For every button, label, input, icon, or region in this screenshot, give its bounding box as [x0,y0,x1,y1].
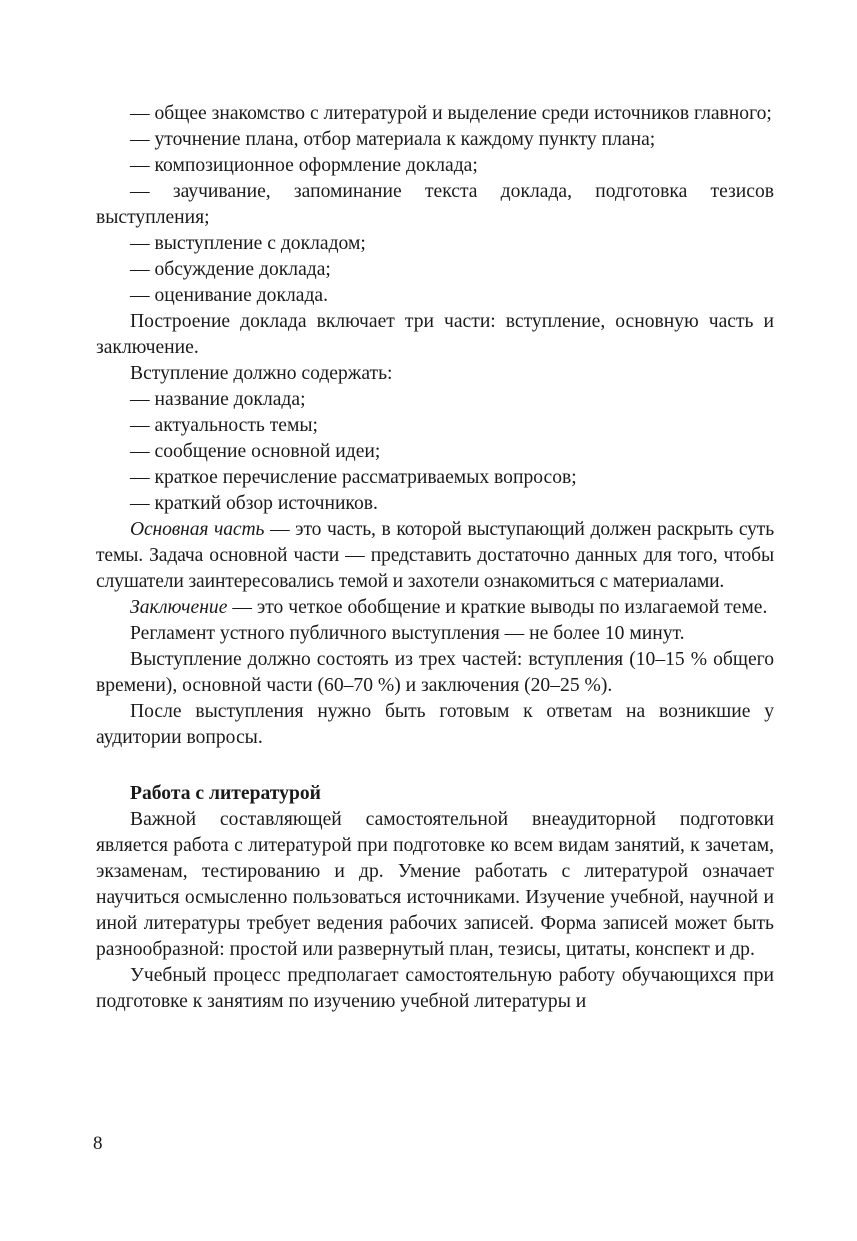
list-item-report-title: — название доклада; [130,389,306,410]
list-item-composition: — композиционное оформление доклада; [130,155,478,176]
list-item-memorization: — заучивание, запоминание текста доклада, подготовка тезисов выступления; [96,181,774,228]
term-conclusion: Заключение [130,597,228,618]
paragraph-introduction-contents: Вступление должно содержать: [130,363,393,384]
page-body [96,101,774,1015]
conclusion-text: — это четкое обобщение и краткие выводы по излагаемой теме. [227,597,768,618]
paragraph-literature-work: Важной составляющей самостоятельной внеаудиторной подготовки является работа с литературой при подготовке ко всем видам занятий, к зачетам, экзаменам, тестированию и др. Умение работать с литературой означает научиться осмысленно пользоваться источниками. Изучение учебной, научной и иной литературы требует ведения рабочих записей. Форма записей может быть разнообразной: простой или развернутый план, тезисы, цитаты, конспект и др. [96,809,774,960]
list-item-topic-relevance: — актуальность темы; [130,415,319,436]
main-part-text: — это часть, в которой выступающий должен раскрыть суть темы. Задача основной части — представить достаточно данных для того, чтобы слушатели заинтересовались темой и захотели ознакомиться с материалами. [96,519,774,592]
paragraph-learning-process: Учебный процесс предполагает самостоятельную работу обучающихся при подготовке к занятиям по изучению учебной литературы и [96,965,774,1012]
list-item-evaluation: — оценивание доклада. [130,285,329,306]
paragraph-conclusion [96,595,774,621]
paragraph-report-structure: Построение доклада включает три части: вступление, основную часть и заключение. [96,311,774,358]
list-item-presentation: — выступление с докладом; [130,233,366,254]
list-item-plan-refinement: — уточнение плана, отбор материала к каждому пункту плана; [130,129,656,150]
list-item-sources-review: — краткий обзор источников. [130,493,378,514]
paragraph-main-part [96,517,774,595]
page-number: 8 [93,1133,103,1154]
list-item-discussion: — обсуждение доклада; [130,259,331,280]
paragraph-questions: После выступления нужно быть готовым к ответам на возникшие у аудитории вопросы. [96,701,774,748]
term-main-part: Основная часть [130,519,265,540]
paragraph-speech-parts: Выступление должно состоять из трех частей: вступления (10–15 % общего времени), основной части (60–70 %) и заключения (20–25 %). [96,649,774,696]
section-heading: Работа с литературой [130,783,321,804]
paragraph-time-limit: Регламент устного публичного выступления — не более 10 минут. [130,623,685,644]
list-item-main-idea: — сообщение основной идеи; [130,441,381,462]
list-item-literature-overview: — общее знакомство с литературой и выделение среди источников главного; [130,103,772,124]
list-item-questions-list: — краткое перечисление рассматриваемых вопросов; [130,467,577,488]
